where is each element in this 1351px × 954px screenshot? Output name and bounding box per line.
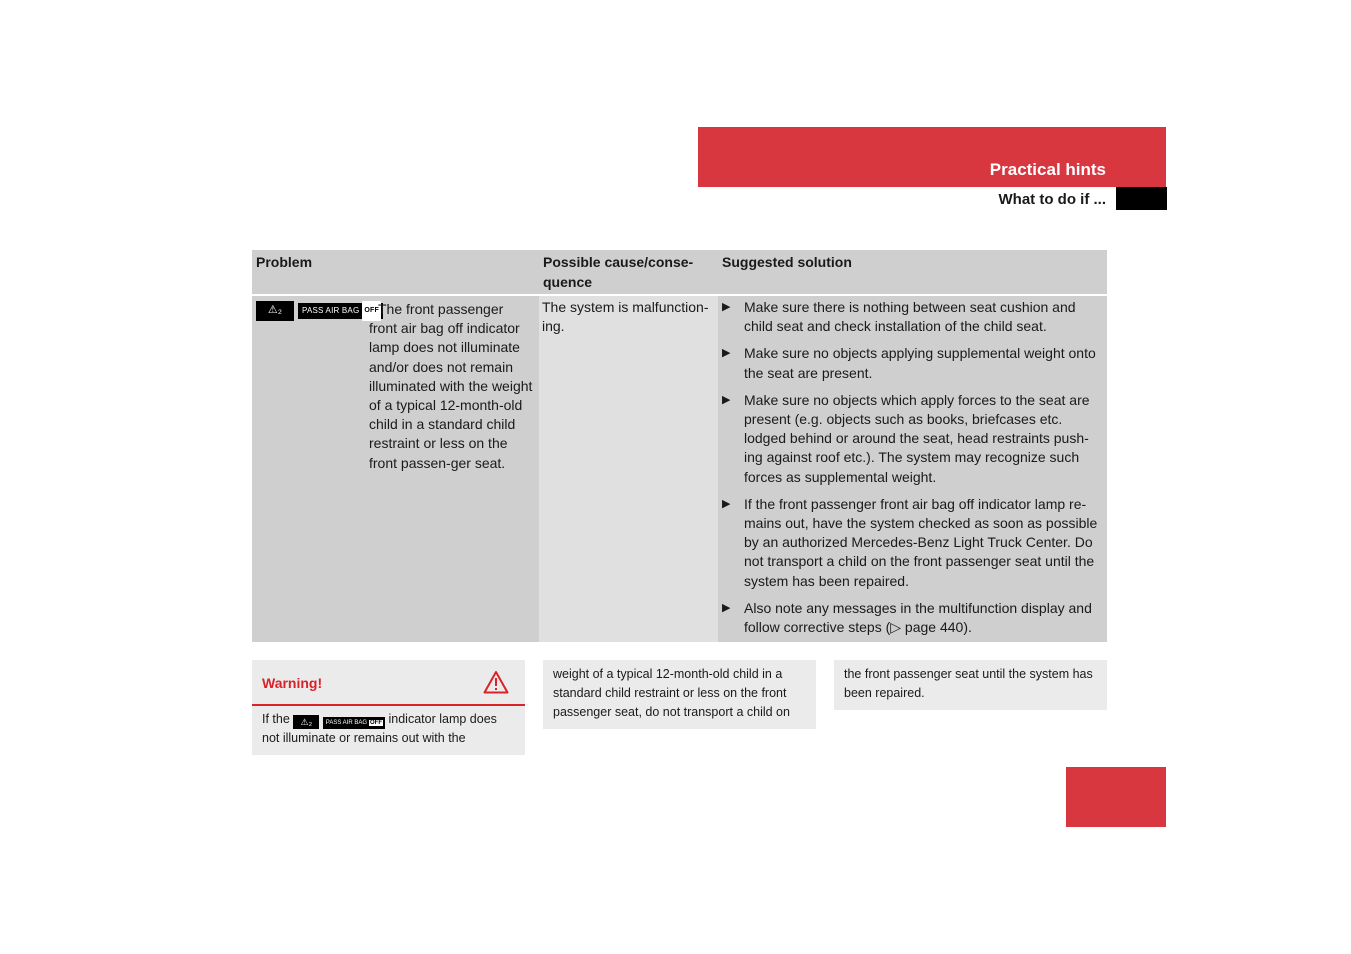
problem-text: The front passenger front air bag off indicator lamp does not illuminate and/or does not remain illuminated with the weight of a typical 12-month-old child in a standard child restraint or less on the front passen-ger seat. — [369, 301, 533, 471]
solution-cell — [718, 296, 1107, 642]
solution-item: ▶ Make sure no objects which apply forces to the seat are present (e.g. objects such as books, briefcases etc. lodged behind or around the seat, head restraints push-ing against roof etc.). The system may recognize such forces as supplemental weight. — [722, 391, 1103, 487]
cause-cell — [539, 296, 718, 642]
bullet-arrow-icon: ▶ — [722, 347, 731, 360]
cause-text: The system is malfunction-ing. — [542, 299, 709, 335]
page-reference-link[interactable]: Also note any messages in the multifunction display and follow corrective steps (▷ page 440). — [744, 599, 1092, 636]
column-header-cause: Possible cause/conse- quence — [539, 250, 718, 294]
subsection-title: What to do if ... — [998, 191, 1106, 208]
page-number-band — [1066, 767, 1166, 827]
solution-item — [722, 599, 1103, 637]
pass-airbag-off-icon: PASS AIR BAG OFF — [298, 303, 383, 319]
solution-item: ▶ Make sure no objects applying supplemental weight onto the seat are present. — [722, 344, 1103, 382]
warning-triangle-icon — [483, 670, 509, 694]
bullet-arrow-icon: ▶ — [722, 301, 731, 313]
page-number: 427 — [1263, 772, 1292, 791]
column-header-solution: Suggested solution — [718, 250, 1107, 294]
table-row — [252, 296, 1107, 642]
bullet-arrow-icon: ▶ — [722, 393, 731, 406]
solution-item: ▶ If the front passenger front air bag off indicator lamp re-mains out, have the system checked as soon as possible by an authorized Mercedes-Benz Light Truck Center. Do not transport a child on the front passenger seat until the system has been repaired. — [722, 495, 1103, 591]
indicator-icons — [256, 301, 383, 321]
warning-text-column-2: weight of a typical 12-month-old child in a standard child restraint or less on the front passenger seat, do not transport a child on — [543, 660, 816, 729]
troubleshooting-table — [252, 250, 1107, 642]
bullet-arrow-icon: ▶ — [722, 497, 731, 510]
child-seat-airbag-icon: ⚠︎₂ — [293, 715, 319, 729]
section-title: Practical hints — [989, 160, 1106, 179]
pass-airbag-off-icon: PASS AIR BAG OFF — [323, 717, 385, 729]
warning-text: If the ⚠︎₂ PASS AIR BAG OFF indicator lamp does not illuminate or remains out with the — [262, 712, 497, 745]
solution-item: ▶ Make sure there is nothing between seat cushion and child seat and check installation of the child seat. — [722, 298, 1103, 336]
column-header-problem: Problem — [252, 250, 539, 294]
warning-title: Warning! — [262, 675, 323, 691]
thumb-tab — [1116, 187, 1167, 210]
table-header — [252, 250, 1107, 294]
warning-box — [252, 660, 525, 755]
child-seat-airbag-icon: ⚠︎₂ — [256, 301, 294, 321]
problem-cell — [252, 296, 539, 642]
bullet-arrow-icon: ▶ — [722, 601, 731, 614]
warning-text-column-3: the front passenger seat until the system has been repaired. — [834, 660, 1107, 710]
